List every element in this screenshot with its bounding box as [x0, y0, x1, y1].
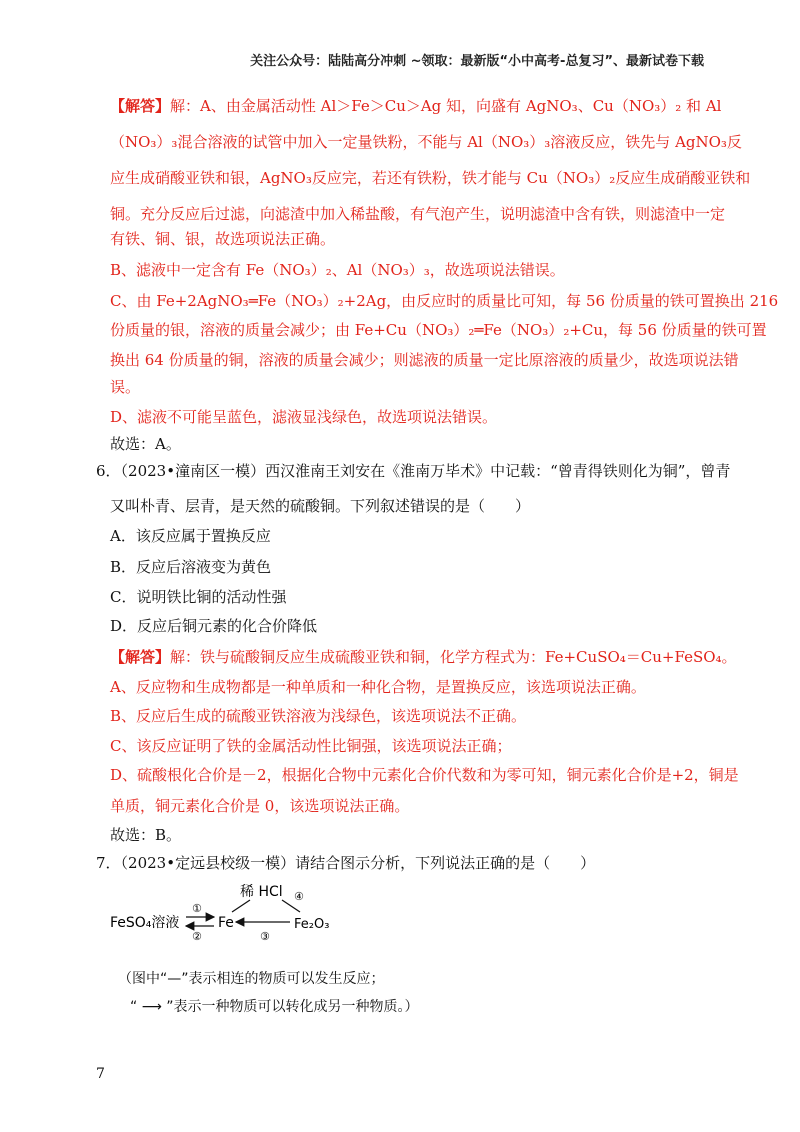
q6-stem-1: 6．（2023•潼南区一模）西汉淮南王刘安在《淮南万毕术》中记载：“曾青得铁则化为铜”，曾青 — [96, 462, 731, 480]
q6-answer-line-4: C、该反应证明了铁的金属活动性比铜强，该选项说法正确； — [110, 737, 512, 755]
q5-answer-line-6: B、滤液中一定含有 Fe（NO₃）₂、Al（NO₃）₃，故选项说法错误。 — [110, 261, 565, 279]
q5-answer-line-11: D、滤液不可能呈蓝色，滤液显浅绿色，故选项说法错误。 — [110, 408, 498, 426]
label-1: ① — [192, 902, 202, 915]
q6-option-c: C．说明铁比铜的活动性强 — [110, 588, 287, 606]
fe2o3-label: Fe₂O₃ — [294, 917, 330, 932]
q5-answer-line-10: 误。 — [110, 378, 141, 396]
q6-answer-line-1: 【解答】解：铁与硫酸铜反应生成硫酸亚铁和铜，化学方程式为：Fe+CuSO₄＝Cu+FeSO₄。 — [110, 648, 737, 666]
q5-answer-line-5: 有铁、铜、银，故选项说法正确。 — [110, 230, 336, 248]
hcl-label: 稀 HCl — [240, 884, 283, 900]
q6-option-d: D．反应后铜元素的化合价降低 — [110, 617, 318, 635]
diagram-note-1: （图中“—”表示相连的物质可以发生反应； — [118, 971, 385, 987]
q5-answer-line-4: 铜。充分反应后过滤，向滤渣中加入稀盐酸，有气泡产生，说明滤渣中含有铁，则滤渣中一定 — [110, 205, 726, 223]
label-3: ③ — [260, 930, 270, 943]
label-2: ② — [192, 930, 202, 943]
answer-tag: 【解答】 — [110, 648, 171, 666]
page-number: 7 — [96, 1066, 105, 1082]
link-fe-hcl — [232, 900, 250, 912]
q6-option-a: A．该反应属于置换反应 — [110, 527, 271, 545]
label-4: ④ — [294, 890, 304, 903]
q6-answer-line-5: D、硫酸根化合价是－2，根据化合物中元素化合价代数和为零可知，铜元素化合价是+2，铜是 — [110, 766, 739, 784]
answer-tag: 【解答】 — [110, 97, 171, 115]
fe-label: Fe — [218, 915, 234, 931]
q5-answer-line-8: 份质量的银，溶液的质量会减少；由 Fe+Cu（NO₃）₂═Fe（NO₃）₂+Cu，每 56 份质量的铁可置 — [110, 321, 767, 339]
q5-conclusion: 故选：A。 — [110, 435, 181, 453]
q7-stem: 7．（2023•定远县校级一模）请结合图示分析，下列说法正确的是（ ） — [96, 854, 596, 872]
q5-answer-line-2: （NO₃）₃混合溶液的试管中加入一定量铁粉，不能与 Al（NO₃）₃溶液反应，铁先与 AgNO₃反 — [110, 133, 742, 151]
q5-answer-line-3: 应生成硝酸亚铁和银，AgNO₃反应完，若还有铁粉，铁才能与 Cu（NO₃）₂反应生成硝酸亚铁和 — [110, 169, 751, 187]
q6-option-b: B．反应后溶液变为黄色 — [110, 558, 272, 576]
reaction-diagram — [110, 878, 370, 958]
q6-stem-2: 又叫朴青、层青，是天然的硫酸铜。下列叙述错误的是（ ） — [110, 497, 531, 515]
q6-answer-line-3: B、反应后生成的硫酸亚铁溶液为浅绿色，该选项说法不正确。 — [110, 707, 527, 725]
q5-answer-line-1: 【解答】解：A、由金属活动性 Al＞Fe＞Cu＞Ag 知，向盛有 AgNO₃、Cu（NO₃）₂ 和 Al — [110, 97, 722, 115]
q6-answer-line-6: 单质，铜元素化合价是 0，该选项说法正确。 — [110, 797, 410, 815]
q6-conclusion: 故选：B。 — [110, 826, 182, 844]
q6-answer-line-2: A、反应物和生成物都是一种单质和一种化合物，是置换反应，该选项说法正确。 — [110, 678, 646, 696]
feso4-label: FeSO₄溶液 — [110, 915, 180, 931]
diagram-note-2: “ ⟶ ”表示一种物质可以转化成另一种物质。） — [130, 999, 419, 1015]
q5-answer-line-7: C、由 Fe+2AgNO₃═Fe（NO₃）₂+2Ag，由反应时的质量比可知，每 56 份质量的铁可置换出 216 — [110, 292, 779, 310]
q5-answer-line-9: 换出 64 份质量的铜，溶液的质量会减少；则滤液的质量一定比原溶液的质量少，故选项说法错 — [110, 351, 739, 369]
page-header: 关注公众号：陆陆高分冲刺 ~领取：最新版“小中高考-总复习”、最新试卷下载 — [250, 54, 704, 69]
